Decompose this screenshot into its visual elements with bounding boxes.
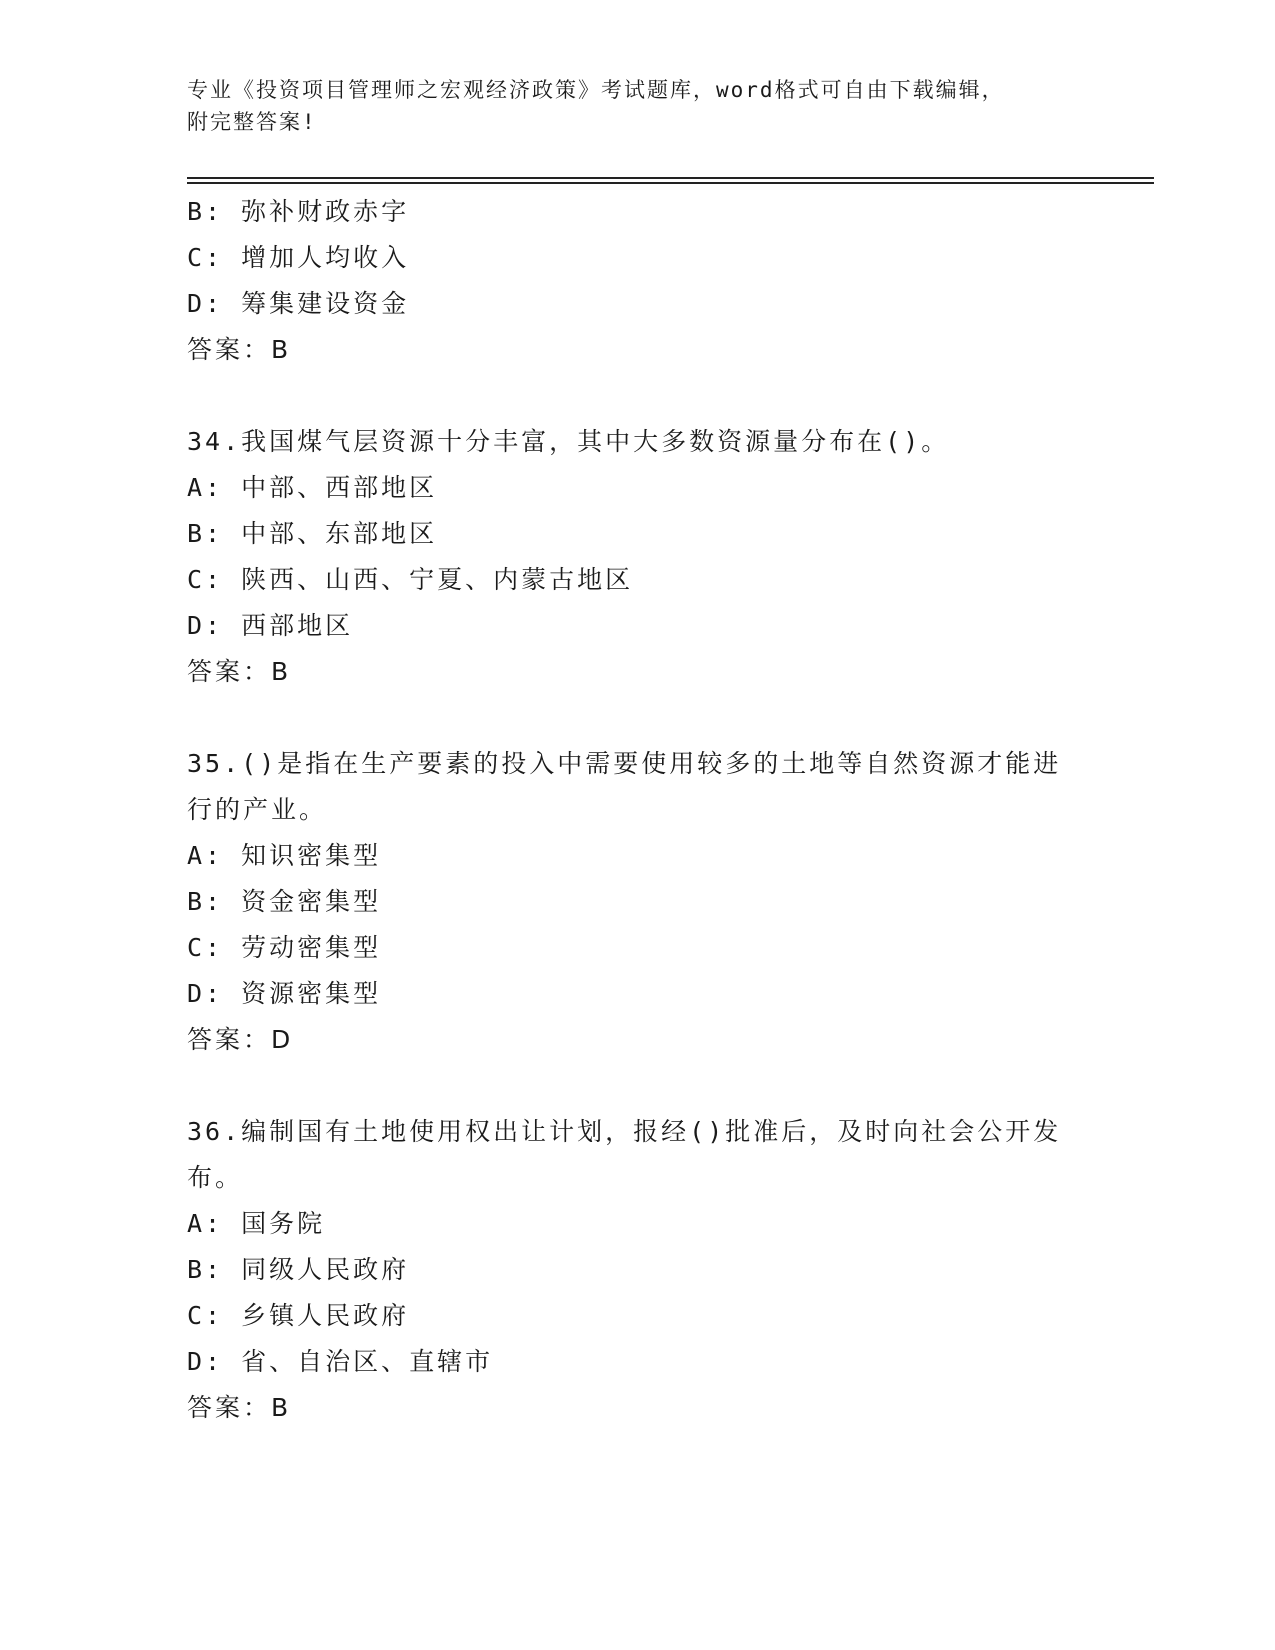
question-36 <box>187 1109 1087 1431</box>
header-line-2: 附完整答案! <box>187 110 317 134</box>
option-b: B: 同级人民政府 <box>187 1255 410 1284</box>
question-spacer <box>187 373 1087 419</box>
question-list <box>187 189 1087 1431</box>
question-34 <box>187 419 1087 695</box>
answer-line: 答案：B <box>187 335 292 364</box>
header-divider-top <box>187 177 1154 179</box>
answer-line: 答案：B <box>187 657 292 686</box>
option-c: C: 增加人均收入 <box>187 243 410 272</box>
option-b: B: 中部、东部地区 <box>187 519 438 548</box>
option-d: D: 资源密集型 <box>187 979 382 1008</box>
question-spacer <box>187 695 1087 741</box>
question-text-line-1: 35.()是指在生产要素的投入中需要使用较多的土地等自然资源才能进 <box>187 749 1062 778</box>
header-divider-bottom <box>187 182 1154 184</box>
option-b: B: 资金密集型 <box>187 887 382 916</box>
question-33 <box>187 189 1087 373</box>
question-text-line-1: 36.编制国有土地使用权出让计划，报经()批准后，及时向社会公开发 <box>187 1117 1062 1146</box>
option-c: C: 陕西、山西、宁夏、内蒙古地区 <box>187 565 634 594</box>
option-d: D: 西部地区 <box>187 611 354 640</box>
header-line-1: 专业《投资项目管理师之宏观经济政策》考试题库，word格式可自由下载编辑， <box>187 78 1005 102</box>
question-text: 34.我国煤气层资源十分丰富，其中大多数资源量分布在()。 <box>187 427 950 456</box>
document-header <box>187 74 1067 138</box>
option-a: A: 国务院 <box>187 1209 326 1238</box>
answer-line: 答案：B <box>187 1393 292 1422</box>
option-d: D: 省、自治区、直辖市 <box>187 1347 494 1376</box>
option-a: A: 中部、西部地区 <box>187 473 438 502</box>
option-b: B: 弥补财政赤字 <box>187 197 410 226</box>
question-text-line-2: 行的产业。 <box>187 795 328 824</box>
option-a: A: 知识密集型 <box>187 841 382 870</box>
option-d: D: 筹集建设资金 <box>187 289 410 318</box>
option-c: C: 乡镇人民政府 <box>187 1301 410 1330</box>
answer-line: 答案：D <box>187 1025 294 1054</box>
question-text-line-2: 布。 <box>187 1163 244 1192</box>
option-c: C: 劳动密集型 <box>187 933 382 962</box>
question-35 <box>187 741 1087 1063</box>
question-spacer <box>187 1063 1087 1109</box>
